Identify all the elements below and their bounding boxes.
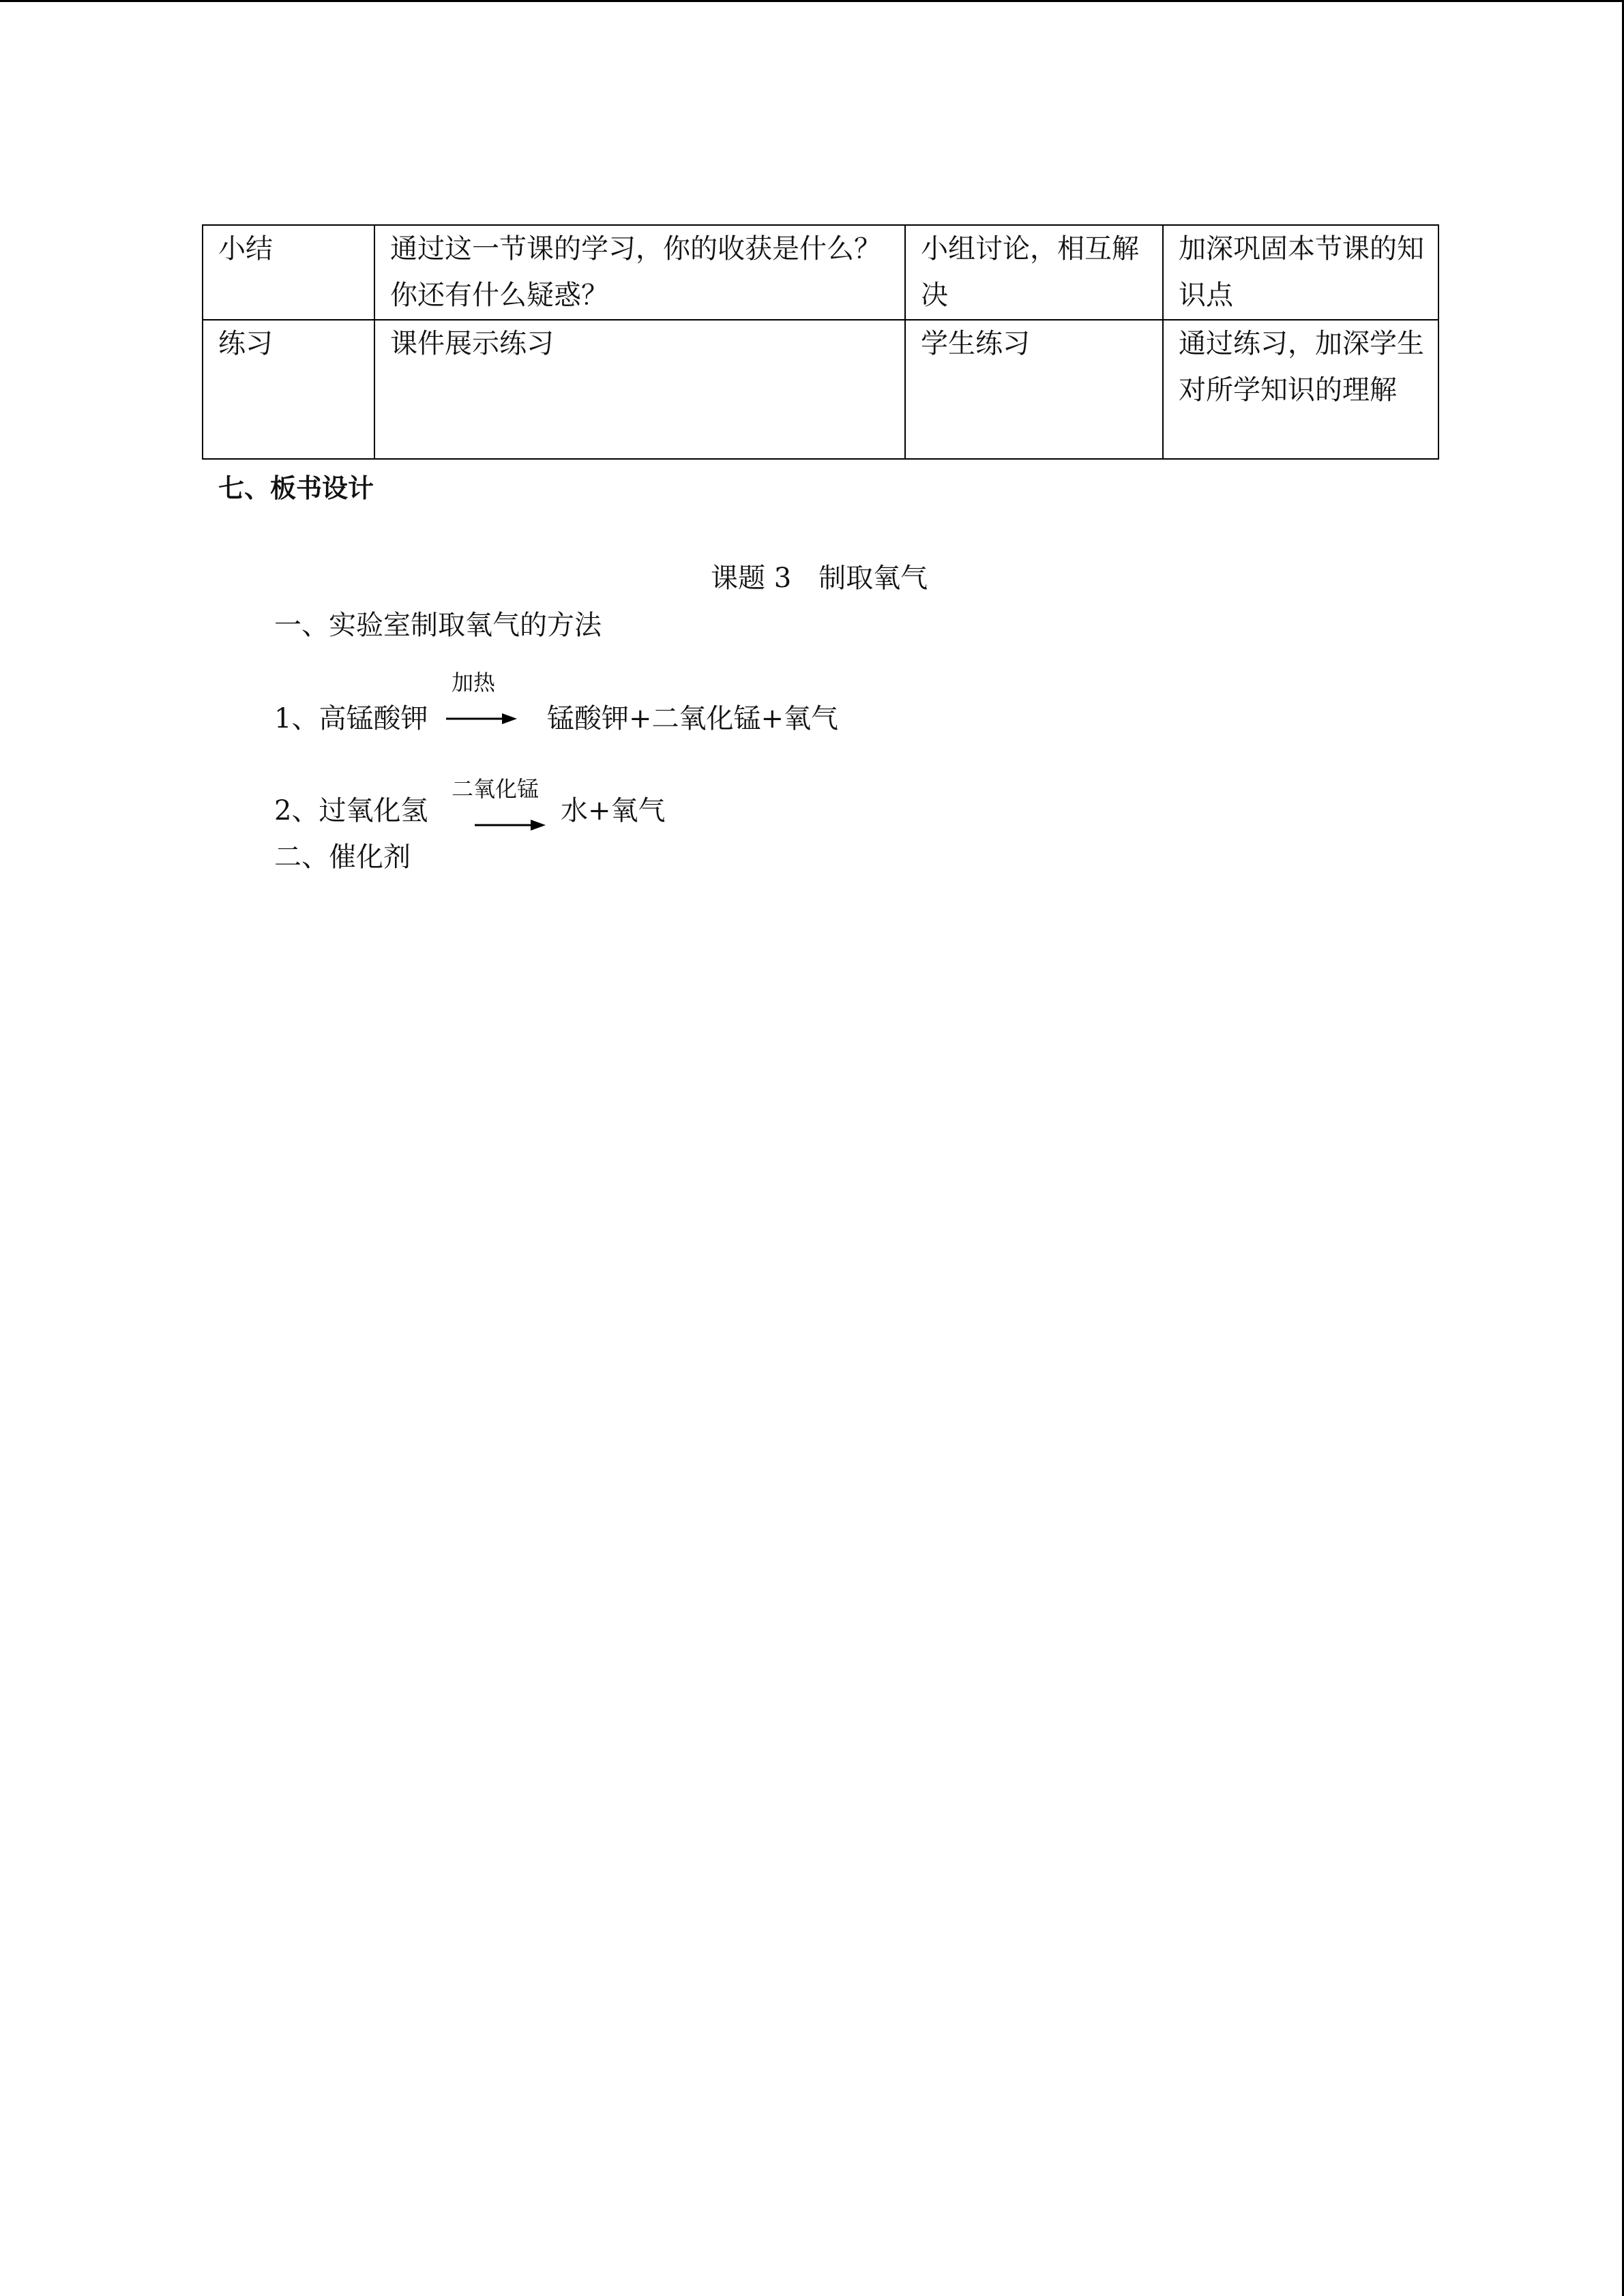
student-cell: 小组讨论，相互解决 (905, 225, 1163, 320)
activity-cell: 课件展示练习 (374, 320, 905, 459)
reaction2-condition: 二氧化锰 (452, 776, 540, 802)
section-heading: 七、板书设计 (218, 473, 374, 503)
purpose-cell: 通过练习，加深学生对所学知识的理解 (1163, 320, 1438, 459)
student-cell: 学生练习 (905, 320, 1163, 459)
reaction2-products: 水+氧气 (561, 795, 666, 826)
board-title: 课题 3 制取氧气 (711, 563, 928, 594)
stage-cell: 练习 (203, 320, 374, 459)
method-heading: 一、实验室制取氧气的方法 (274, 610, 602, 641)
purpose-cell: 加深巩固本节课的知识点 (1163, 225, 1438, 320)
reaction1-condition: 加热 (452, 670, 496, 696)
reaction2-arrow-icon (473, 817, 548, 833)
reaction2-reactant: 2、过氧化氢 (274, 795, 428, 826)
table-row-summary (203, 225, 1438, 320)
activity-cell: 通过这一节课的学习，你的收获是什么？你还有什么疑惑？ (374, 225, 905, 320)
reaction1-products: 锰酸钾+二氧化锰+氧气 (547, 703, 839, 734)
catalyst-heading: 二、催化剂 (274, 841, 411, 873)
table-row-practice (203, 320, 1438, 459)
reaction1-arrow-icon (445, 711, 520, 727)
stage-cell: 小结 (203, 225, 374, 320)
teaching-plan-table (202, 224, 1439, 460)
reaction1-reactant: 1、高锰酸钾 (274, 703, 428, 734)
